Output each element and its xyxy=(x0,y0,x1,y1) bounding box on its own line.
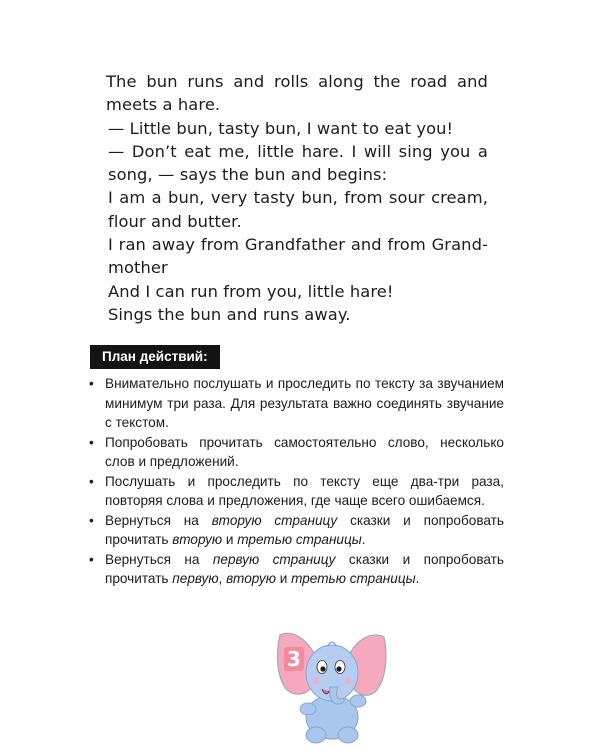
action-plan-list xyxy=(88,374,504,589)
story-line: — Little bun, tasty bun, I want to eat you! xyxy=(108,118,454,138)
story-line: I ran away from Grandfather and from Grand-mother xyxy=(108,235,488,278)
list-item-text: Вернуться на вторую страницу сказки и попробовать прочитать вторую и третью страницы. xyxy=(105,512,504,547)
list-item xyxy=(88,472,504,511)
list-item xyxy=(88,511,504,550)
action-plan-heading: План действий: xyxy=(90,345,220,369)
story-line: And I can run from you, little hare! xyxy=(108,281,394,301)
list-item-text: Внимательно послушать и проследить по тексту за звучанием минимум три раза. Для результата важно соединять звучание с текстом. xyxy=(105,376,504,430)
story-text xyxy=(106,70,488,326)
story-line: Sings the bun and runs away. xyxy=(108,304,351,324)
list-item xyxy=(88,550,504,589)
elephant-mascot-icon xyxy=(272,613,392,745)
list-item xyxy=(88,433,504,472)
bullet-icon: • xyxy=(89,551,94,567)
story-line: — Don’t eat me, little hare. I will sing you a song, — says the bun and begins: xyxy=(108,141,488,185)
story-line: The bun runs and rolls along the road and meets a hare. xyxy=(106,72,488,115)
story-line: I am a bun, very tasty bun, from sour cream, flour and butter. xyxy=(108,188,488,231)
list-item xyxy=(88,374,504,433)
bullet-icon: • xyxy=(89,434,94,450)
page-number: 3 xyxy=(287,647,301,671)
bullet-icon: • xyxy=(89,512,94,528)
list-item-text: Вернуться на первую страницу сказки и попробовать прочитать первую, вторую и третью страницы. xyxy=(105,551,504,586)
bullet-icon: • xyxy=(89,376,94,391)
list-item-text: Послушать и проследить по тексту еще два-три раза, повторяя слова и предложения, где чаще всего ошибаемся. xyxy=(105,473,504,508)
list-item-text: Попробовать прочитать самостоятельно слово, несколько слов и предложений. xyxy=(105,434,504,469)
bullet-icon: • xyxy=(89,473,94,489)
